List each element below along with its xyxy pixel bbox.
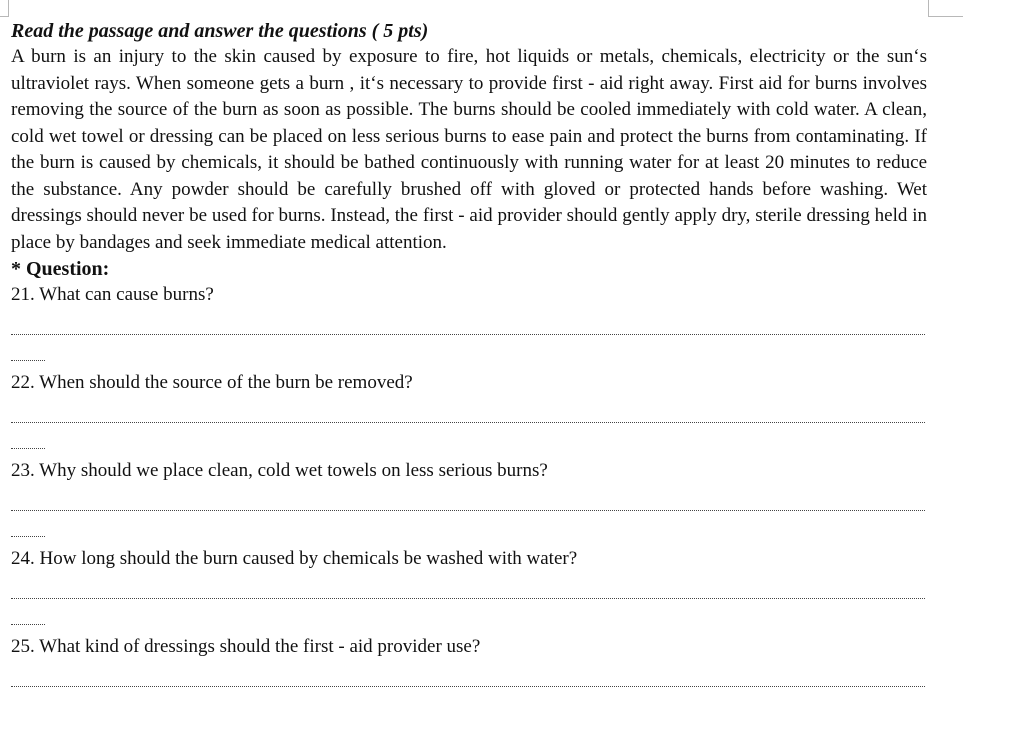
crop-mark-right [928,0,963,17]
question-item [11,546,927,634]
crop-mark-left [0,0,9,17]
reading-passage: A burn is an injury to the skin caused by exposure to fire, hot liquids or metals, chemicals, electricity or the sun‘s ultraviolet rays. When someone gets a burn , it‘s necessary to provide first - aid right away. First aid for burns involves removing the source of the burn as soon as possible. The burns should be cooled immediately with cold water. A clean, cold wet towel or dressing can be placed on less serious burns to ease pain and protect the burns from contaminating. If the burn is caused by chemicals, it should be bathed continuously with running water for at least 20 minutes to reduce the substance. Any powder should be carefully brushed off with gloved or protected hands before washing. Wet dressings should never be used for burns. Instead, the first - aid provider should gently apply dry, sterile dressing held in place by bandages and seek immediate medical attention. [11,46,927,253]
answer-line[interactable] [11,686,925,687]
worksheet-heading: Read the passage and answer the questions ( 5 pts) [11,20,429,42]
question-text: 23. Why should we place clean, cold wet towels on less serious burns? [11,460,548,481]
question-item [11,458,927,546]
question-item [11,634,927,687]
question-text: 25. What kind of dressings should the first - aid provider use? [11,636,481,657]
question-item [11,282,927,370]
question-text: 21. What can cause burns? [11,284,214,305]
worksheet-content [11,18,927,687]
question-item [11,370,927,458]
question-section-header: * Question: [11,258,110,280]
question-text: 24. How long should the burn caused by chemicals be washed with water? [11,548,578,569]
question-text: 22. When should the source of the burn be removed? [11,372,413,393]
